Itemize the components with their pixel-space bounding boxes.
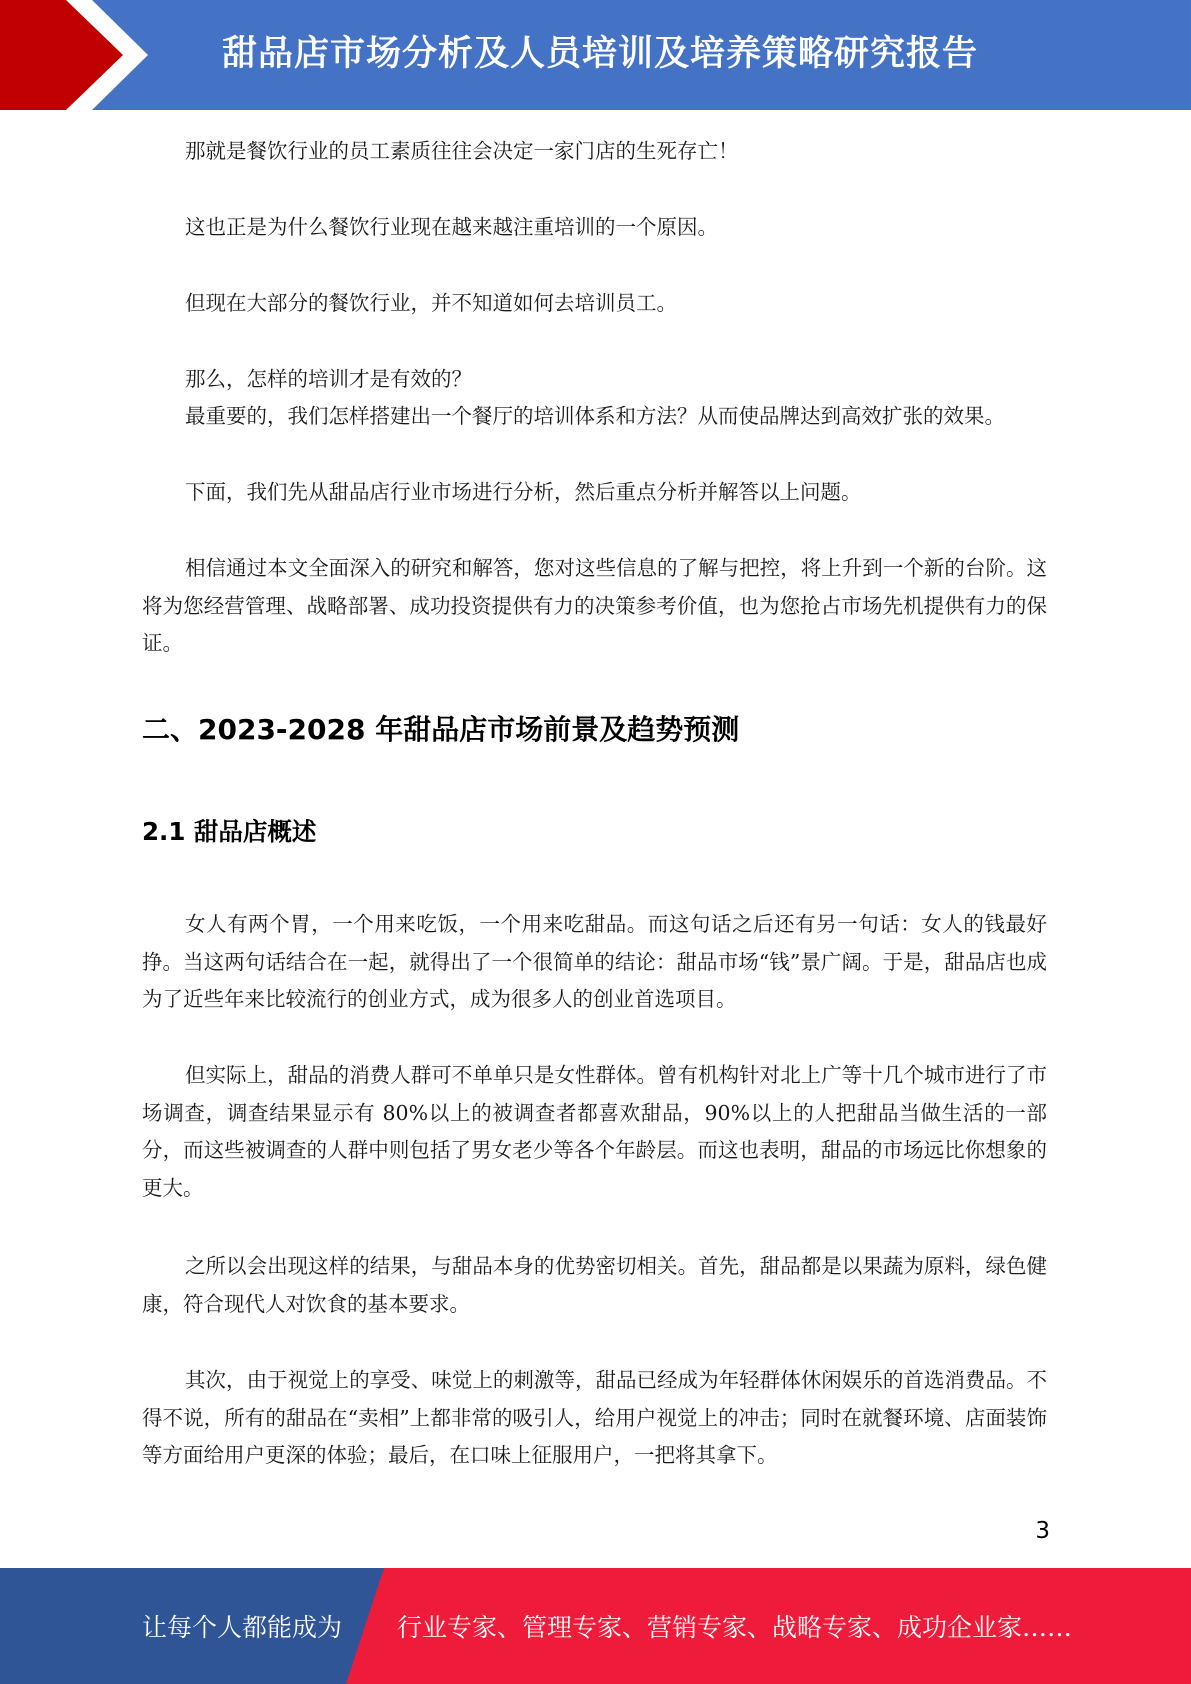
paragraph: 之所以会出现这样的结果，与甜品本身的优势密切相关。首先，甜品都是以果蔬为原料，绿色健康，符合现代人对饮食的基本要求。 bbox=[142, 1254, 1047, 1316]
paragraph: 那么，怎样的培训才是有效的？ bbox=[185, 367, 472, 391]
chevron-arrow-icon bbox=[0, 0, 150, 110]
paragraph: 其次，由于视觉上的享受、味觉上的刺激等，甜品已经成为年轻群体休闲娱乐的首选消费品。不得不说，所有的甜品在“卖相”上都非常的吸引人，给用户视觉上的冲击；同时在就餐环境、店面装饰等方面给用户更深的体验；最后，在口味上征服用户，一把将其拿下。 bbox=[142, 1368, 1047, 1467]
section-heading: 二、2023-2028 年甜品店市场前景及趋势预测 bbox=[142, 713, 740, 746]
paragraph: 下面，我们先从甜品店行业市场进行分析，然后重点分析并解答以上问题。 bbox=[185, 480, 862, 504]
paragraph: 那就是餐饮行业的员工素质往往会决定一家门店的生死存亡！ bbox=[185, 139, 739, 163]
paragraph: 但实际上，甜品的消费人群可不单单只是女性群体。曾有机构针对北上广等十几个城市进行了市场调查，调查结果显示有 80%以上的被调查者都喜欢甜品，90%以上的人把甜品当做生活的一部分，而这些被调查的人群中则包括了男女老少等各个年龄层。而这也表明，甜品的市场远比你想象的更大。 bbox=[142, 1063, 1047, 1200]
paragraph: 相信通过本文全面深入的研究和解答，您对这些信息的了解与把控，将上升到一个新的台阶。这将为您经营管理、战略部署、成功投资提供有力的决策参考价值，也为您抢占市场先机提供有力的保证。 bbox=[142, 556, 1047, 655]
paragraph: 这也正是为什么餐饮行业现在越来越注重培训的一个原因。 bbox=[185, 215, 718, 239]
subsection-heading: 2.1 甜品店概述 bbox=[142, 817, 317, 846]
paragraph: 但现在大部分的餐饮行业，并不知道如何去培训员工。 bbox=[185, 291, 677, 315]
page-number: 3 bbox=[1035, 1518, 1050, 1544]
paragraph: 最重要的，我们怎样搭建出一个餐厅的培训体系和方法？从而使品牌达到高效扩张的效果。 bbox=[185, 404, 1005, 428]
footer-slogan-left: 让每个人都能成为 bbox=[142, 1613, 343, 1642]
header-band bbox=[0, 0, 1191, 110]
footer-band bbox=[0, 1568, 1191, 1684]
report-title: 甜品店市场分析及人员培训及培养策略研究报告 bbox=[222, 34, 979, 74]
footer-slogan-right: 行业专家、管理专家、营销专家、战略专家、成功企业家…… bbox=[397, 1613, 1073, 1642]
paragraph: 女人有两个胃，一个用来吃饭，一个用来吃甜品。而这句话之后还有另一句话：女人的钱最好挣。当这两句话结合在一起，就得出了一个很简单的结论：甜品市场“钱”景广阔。于是，甜品店也成为了近些年来比较流行的创业方式，成为很多人的创业首选项目。 bbox=[142, 912, 1047, 1011]
